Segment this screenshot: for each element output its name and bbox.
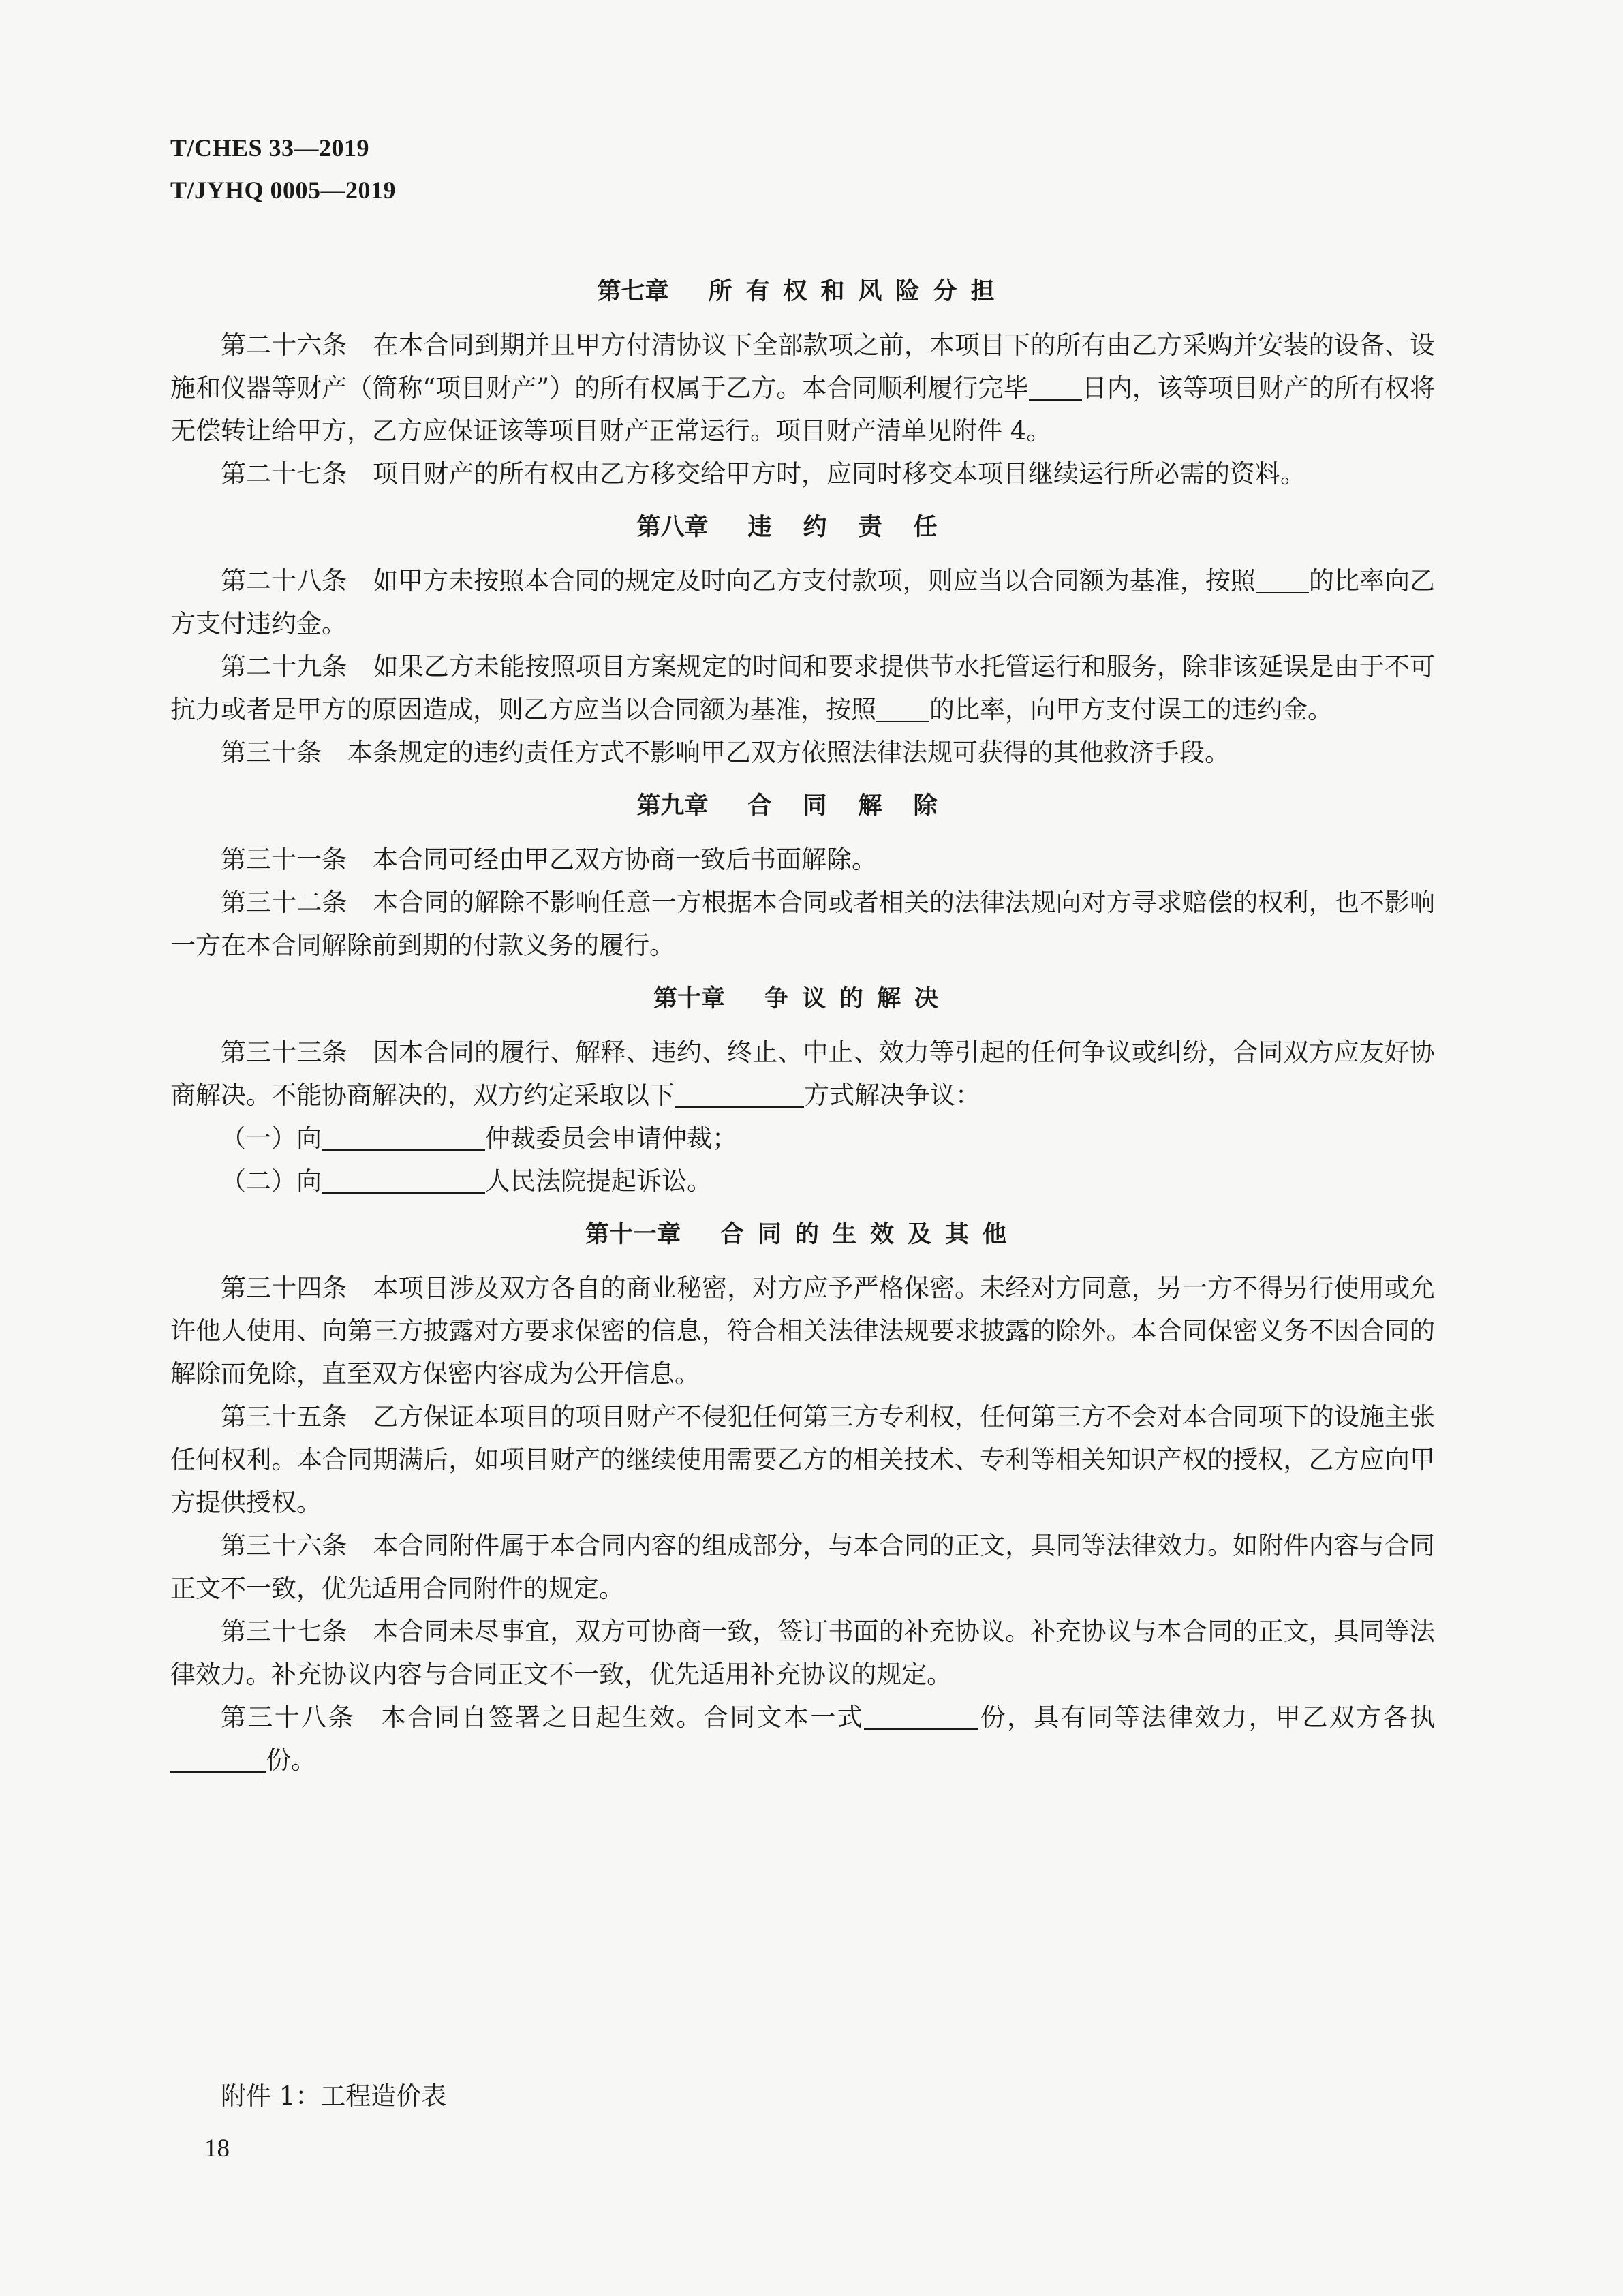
page-number: 18 [204,2135,230,2162]
blank-field [170,1748,266,1773]
article-36: 第三十六条 本合同附件属于本合同内容的组成部分，与本合同的正文，具同等法律效力。如附件内容与合同正文不一致，优先适用合同附件的规定。 [170,1531,1436,1603]
article-35: 第三十五条 乙方保证本项目的项目财产不侵犯任何第三方专利权，任何第三方不会对本合同项下的设施主张任何权利。本合同期满后，如项目财产的继续使用需要乙方的相关技术、专利等相关知识产权的授权，乙方应向甲方提供授权。 [170,1402,1436,1517]
chapter-9-heading: 第九章 合同解除 [636,792,969,820]
chapter-7-heading: 第七章 所有权和风险分担 [597,278,1008,305]
article-26: 第二十六条 在本合同到期并且甲方付清协议下全部款项之前，本项目下的所有由乙方采购并安装的设备、设施和仪器等财产（简称“项目财产”）的所有权属于乙方。本合同顺利履行完毕 日内，该等项目财产的所有权将无偿转让给甲方，乙方应保证该等项目财产正常运行。项目财产清单见附件 4。 [170,330,1436,446]
blank-field [322,1169,485,1194]
article-30: 第三十条 本条规定的违约责任方式不影响甲乙双方依照法律法规可获得的其他救济手段。 [221,738,1230,767]
standard-code-secondary: T/JYHQ 0005—2019 [170,176,397,204]
article-37: 第三十七条 本合同未尽事宜，双方可协商一致，签订书面的补充协议。补充协议与本合同的正文，具同等法律效力。补充协议内容与合同正文不一致，优先适用补充协议的规定。 [170,1617,1436,1689]
article-31: 第三十一条 本合同可经由甲乙双方协商一致后书面解除。 [221,845,877,874]
chapter-8-heading: 第八章 违约责任 [636,514,969,541]
standard-code: T/CHES 33—2019 [170,134,370,161]
article-34: 第三十四条 本项目涉及双方各自的商业秘密，对方应予严格保密。未经对方同意，另一方不得另行使用或允许他人使用、向第三方披露对方要求保密的信息，符合相关法律法规要求披露的除外。本合同保密义务不因合同的解除而免除，直至双方保密内容成为公开信息。 [170,1273,1436,1389]
attachment-note: 附件 1：工程造价表 [221,2081,447,2111]
article-38: 第三十八条 本合同自签署之日起生效。合同文本一式 份，具有同等法律效力，甲乙双方各执份。 [170,1696,1435,1782]
article-33: 第三十三条 因本合同的履行、解释、违约、终止、中止、效力等引起的任何争议或纠纷，合同双方应友好协商解决。不能协商解决的，双方约定采取以下 方式解决争议： [170,1038,1436,1110]
article-33-item-2: （二）向 人民法院提起诉讼。 [221,1166,712,1196]
blank-field [876,698,929,722]
blank-field [322,1126,485,1151]
blank-field [1256,569,1309,593]
article-29: 第二十九条 如果乙方未能按照项目方案规定的时间和要求提供节水托管运行和服务，除非该延误是由于不可抗力或者是甲方的原因造成，则乙方应当以合同额为基准，按照 的比率，向甲方支付误工的违约金。 [170,652,1436,724]
article-28: 第二十八条 如甲方未按照本合同的规定及时向乙方支付款项，则应当以合同额为基准，按照 的比率向乙方支付违约金。 [170,566,1436,638]
document-body [170,269,1435,1782]
article-33-item-1: （一）向 仲裁委员会申请仲裁； [221,1123,737,1153]
blank-field [1029,376,1082,401]
chapter-11-heading: 第十一章 合同的生效及其他 [585,1221,1021,1248]
blank-field [675,1083,804,1108]
chapter-10-heading: 第十章 争议的解决 [653,985,953,1012]
blank-field [864,1705,978,1730]
article-27: 第二十七条 项目财产的所有权由乙方移交给甲方时，应同时移交本项目继续运行所必需的资料。 [221,459,1305,488]
article-32: 第三十二条 本合同的解除不影响任意一方根据本合同或者相关的法律法规向对方寻求赔偿的权利，也不影响一方在本合同解除前到期的付款义务的履行。 [170,888,1436,960]
